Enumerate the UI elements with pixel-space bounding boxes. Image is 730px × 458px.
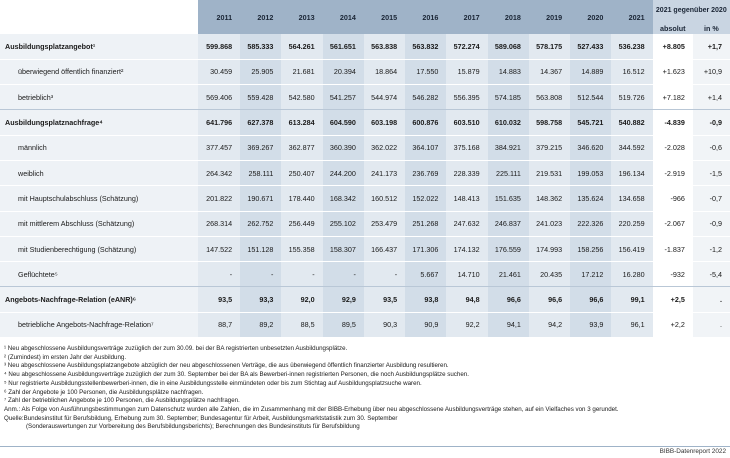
change-percent-cell: -1,5 <box>693 160 730 185</box>
footnotes <box>4 345 726 432</box>
value-cell: 222.326 <box>570 211 611 236</box>
value-cell: 16.280 <box>611 262 652 287</box>
value-cell: 93,9 <box>570 312 611 337</box>
value-cell: 578.175 <box>529 34 570 59</box>
value-cell: 219.531 <box>529 160 570 185</box>
value-cell: 256.449 <box>281 211 322 236</box>
value-cell: 156.419 <box>611 236 652 261</box>
table-row <box>0 211 730 236</box>
change-absolute-cell: +1.623 <box>653 59 693 84</box>
value-cell: 241.023 <box>529 211 570 236</box>
value-cell: 5.667 <box>405 262 446 287</box>
value-cell: 545.721 <box>570 110 611 135</box>
value-cell: 253.479 <box>364 211 405 236</box>
value-cell: 599.868 <box>198 34 240 59</box>
value-cell: 166.437 <box>364 236 405 261</box>
year-header: 2013 <box>281 0 322 34</box>
value-cell: 168.342 <box>323 186 364 211</box>
value-cell: 542.580 <box>281 85 322 110</box>
value-cell: 151.128 <box>240 236 281 261</box>
value-cell: 364.107 <box>405 135 446 160</box>
change-percent-cell: +1,4 <box>693 85 730 110</box>
table-row <box>0 110 730 135</box>
value-cell: 559.428 <box>240 85 281 110</box>
change-percent-cell: -1,2 <box>693 236 730 261</box>
footnote: ² (Zumindest) im ersten Jahr der Ausbildung. <box>4 353 127 361</box>
value-cell: 360.390 <box>323 135 364 160</box>
value-cell: 96,6 <box>570 287 611 312</box>
value-cell: 147.522 <box>198 236 240 261</box>
source: Quelle:Bundesinstitut für Berufsbildung, Erhebung zum 30. September; Bundesagentur für Arbeit, Ausbildungsmarktstatistik zum 30. September <box>4 414 398 422</box>
value-cell: 228.339 <box>446 160 487 185</box>
row-label: mit mittlerem Abschluss (Schätzung) <box>0 211 198 236</box>
year-header: 2020 <box>570 0 611 34</box>
value-cell: 89,5 <box>323 312 364 337</box>
value-cell: 148.362 <box>529 186 570 211</box>
year-header: 2011 <box>198 0 240 34</box>
year-header: 2019 <box>529 0 570 34</box>
change-absolute-cell: +2,5 <box>653 287 693 312</box>
value-cell: 627.378 <box>240 110 281 135</box>
row-label: Geflüchtete⁵ <box>0 262 198 287</box>
value-cell: 556.395 <box>446 85 487 110</box>
change-percent-cell: -0,6 <box>693 135 730 160</box>
value-cell: 158.307 <box>323 236 364 261</box>
value-cell: 96,1 <box>611 312 652 337</box>
change-percent-cell: -0,9 <box>693 211 730 236</box>
value-cell: 362.877 <box>281 135 322 160</box>
value-cell: 603.198 <box>364 110 405 135</box>
table-row <box>0 262 730 287</box>
change-percent-cell: +10,9 <box>693 59 730 84</box>
change-absolute-cell: -4.839 <box>653 110 693 135</box>
value-cell: 93,5 <box>198 287 240 312</box>
year-header: 2015 <box>364 0 405 34</box>
value-cell: 18.864 <box>364 59 405 84</box>
value-cell: 21.681 <box>281 59 322 84</box>
change-absolute-cell: -2.028 <box>653 135 693 160</box>
value-cell: 174.132 <box>446 236 487 261</box>
value-cell: - <box>198 262 240 287</box>
row-label: Ausbildungsplatznachfrage⁴ <box>0 110 198 135</box>
value-cell: 148.413 <box>446 186 487 211</box>
value-cell: 93,8 <box>405 287 446 312</box>
value-cell: 88,5 <box>281 312 322 337</box>
change-absolute-cell: -932 <box>653 262 693 287</box>
value-cell: 15.879 <box>446 59 487 84</box>
value-cell: 151.635 <box>488 186 529 211</box>
value-cell: 17.212 <box>570 262 611 287</box>
value-cell: 641.796 <box>198 110 240 135</box>
value-cell: 613.284 <box>281 110 322 135</box>
value-cell: 346.620 <box>570 135 611 160</box>
value-cell: 603.510 <box>446 110 487 135</box>
row-label: betriebliche Angebots-Nachfrage-Relation⁷ <box>0 312 198 337</box>
row-label: überwiegend öffentlich finanziert² <box>0 59 198 84</box>
value-cell: - <box>364 262 405 287</box>
change-absolute-cell: +7.182 <box>653 85 693 110</box>
value-cell: 544.974 <box>364 85 405 110</box>
value-cell: 96,6 <box>529 287 570 312</box>
value-cell: 598.758 <box>529 110 570 135</box>
value-cell: 90,3 <box>364 312 405 337</box>
year-header: 2014 <box>323 0 364 34</box>
value-cell: 14.710 <box>446 262 487 287</box>
value-cell: 589.068 <box>488 34 529 59</box>
value-cell: 14.889 <box>570 59 611 84</box>
value-cell: 220.259 <box>611 211 652 236</box>
value-cell: 190.671 <box>240 186 281 211</box>
value-cell: 96,6 <box>488 287 529 312</box>
row-label: mit Hauptschulabschluss (Schätzung) <box>0 186 198 211</box>
table-row <box>0 85 730 110</box>
change-absolute-cell: +8.805 <box>653 34 693 59</box>
footnote: ³ Neu abgeschlossene Ausbildungsplatzangebote abzüglich der neu abgeschlossenen Verträge, die aus überwiegend öffentlich finanzierter Ausbildung resultieren. <box>4 362 449 370</box>
value-cell: 236.769 <box>405 160 446 185</box>
value-cell: 250.407 <box>281 160 322 185</box>
value-cell: 255.102 <box>323 211 364 236</box>
change-absolute-header: absolut <box>653 22 693 34</box>
value-cell: 379.215 <box>529 135 570 160</box>
year-header: 2012 <box>240 0 281 34</box>
value-cell: 16.512 <box>611 59 652 84</box>
value-cell: 134.658 <box>611 186 652 211</box>
value-cell: 344.592 <box>611 135 652 160</box>
row-label: weiblich <box>0 160 198 185</box>
change-percent-cell: . <box>693 287 730 312</box>
value-cell: 158.256 <box>570 236 611 261</box>
value-cell: 610.032 <box>488 110 529 135</box>
value-cell: 564.261 <box>281 34 322 59</box>
row-label: Angebots-Nachfrage-Relation (eANR)⁶ <box>0 287 198 312</box>
value-cell: 247.632 <box>446 211 487 236</box>
value-cell: 604.590 <box>323 110 364 135</box>
value-cell: 585.333 <box>240 34 281 59</box>
value-cell: 99,1 <box>611 287 652 312</box>
value-cell: 135.624 <box>570 186 611 211</box>
value-cell: 268.314 <box>198 211 240 236</box>
table-row <box>0 312 730 337</box>
year-header: 2018 <box>488 0 529 34</box>
change-absolute-cell: +2,2 <box>653 312 693 337</box>
value-cell: 201.822 <box>198 186 240 211</box>
row-label: mit Studienberechtigung (Schätzung) <box>0 236 198 261</box>
footnote: ⁷ Zahl der betrieblichen Angebote je 100 Personen, die Ausbildungsplätze nachfragen. <box>4 397 240 405</box>
value-cell: 199.053 <box>570 160 611 185</box>
table-row <box>0 135 730 160</box>
value-cell: 176.559 <box>488 236 529 261</box>
value-cell: 244.200 <box>323 160 364 185</box>
value-cell: 258.111 <box>240 160 281 185</box>
table-row <box>0 287 730 312</box>
footnote: ⁶ Zahl der Angebote je 100 Personen, die Ausbildungsplätze nachfragen. <box>4 388 204 396</box>
change-percent-cell: +1,7 <box>693 34 730 59</box>
value-cell: 89,2 <box>240 312 281 337</box>
value-cell: - <box>323 262 364 287</box>
table-row <box>0 160 730 185</box>
value-cell: 94,1 <box>488 312 529 337</box>
year-header: 2016 <box>405 0 446 34</box>
table-row <box>0 59 730 84</box>
value-cell: 561.651 <box>323 34 364 59</box>
row-label: Ausbildungsplatzangebot¹ <box>0 34 198 59</box>
change-absolute-cell: -966 <box>653 186 693 211</box>
footnote: ¹ Neu abgeschlossene Ausbildungsverträge zuzüglich der zum 30.09. bei der BA registrierten unbesetzten Ausbildungsplätze. <box>4 345 348 352</box>
value-cell: 174.993 <box>529 236 570 261</box>
value-cell: 600.876 <box>405 110 446 135</box>
value-cell: 92,2 <box>446 312 487 337</box>
value-cell: 160.512 <box>364 186 405 211</box>
value-cell: 369.267 <box>240 135 281 160</box>
value-cell: 21.461 <box>488 262 529 287</box>
value-cell: 540.882 <box>611 110 652 135</box>
brand-label: BIBB-Datenreport 2022 <box>659 448 726 455</box>
value-cell: 384.921 <box>488 135 529 160</box>
year-header: 2021 <box>611 0 652 34</box>
value-cell: 362.022 <box>364 135 405 160</box>
table-row <box>0 34 730 59</box>
value-cell: 171.306 <box>405 236 446 261</box>
value-cell: 94,8 <box>446 287 487 312</box>
value-cell: 225.111 <box>488 160 529 185</box>
value-cell: 572.274 <box>446 34 487 59</box>
change-absolute-cell: -2.919 <box>653 160 693 185</box>
value-cell: 563.838 <box>364 34 405 59</box>
value-cell: 241.173 <box>364 160 405 185</box>
value-cell: - <box>240 262 281 287</box>
value-cell: 88,7 <box>198 312 240 337</box>
value-cell: 512.544 <box>570 85 611 110</box>
value-cell: 519.726 <box>611 85 652 110</box>
value-cell: 17.550 <box>405 59 446 84</box>
value-cell: 563.832 <box>405 34 446 59</box>
value-cell: 541.257 <box>323 85 364 110</box>
value-cell: 536.238 <box>611 34 652 59</box>
value-cell: 196.134 <box>611 160 652 185</box>
row-label: männlich <box>0 135 198 160</box>
value-cell: 90,9 <box>405 312 446 337</box>
value-cell: - <box>281 262 322 287</box>
row-label: betrieblich³ <box>0 85 198 110</box>
change-absolute-cell: -2.067 <box>653 211 693 236</box>
change-percent-cell: -0,7 <box>693 186 730 211</box>
value-cell: 574.185 <box>488 85 529 110</box>
value-cell: 375.168 <box>446 135 487 160</box>
value-cell: 546.282 <box>405 85 446 110</box>
value-cell: 527.433 <box>570 34 611 59</box>
change-percent-cell: . <box>693 312 730 337</box>
value-cell: 377.457 <box>198 135 240 160</box>
value-cell: 246.837 <box>488 211 529 236</box>
value-cell: 92,0 <box>281 287 322 312</box>
change-absolute-cell: -1.837 <box>653 236 693 261</box>
footnote: ⁴ Neu abgeschlossene Ausbildungsverträge zuzüglich der zum 30. September bei der BA als Bewerberi-innen registrierten Personen, die noch Ausbildungsplätze suchen. <box>4 371 469 379</box>
change-percent-cell: -5,4 <box>693 262 730 287</box>
change-percent-cell: -0,9 <box>693 110 730 135</box>
value-cell: 93,5 <box>364 287 405 312</box>
value-cell: 30.459 <box>198 59 240 84</box>
value-cell: 262.752 <box>240 211 281 236</box>
header-blank <box>0 0 198 34</box>
remark: Anm.: Als Folge von Ausführungsbestimmungen zum Datenschutz wurden alle Zahlen, die im Zusammenhang mit der BIBB-Erhebung über neu abgeschlossene Ausbildungsverträge stehen, auf ein Vielfaches von 3 gerundet. <box>4 405 619 413</box>
table-row <box>0 186 730 211</box>
footer-rule <box>0 446 730 447</box>
change-header: 2021 gegenüber 2020 <box>653 0 730 22</box>
value-cell: 155.358 <box>281 236 322 261</box>
value-cell: 20.394 <box>323 59 364 84</box>
source-continued: (Sonderauswertungen zur Vorbereitung des Berufsbildungsberichts); Berechnungen des Bundesinstituts für Berufsbildung <box>26 423 360 431</box>
value-cell: 264.342 <box>198 160 240 185</box>
value-cell: 94,2 <box>529 312 570 337</box>
value-cell: 152.022 <box>405 186 446 211</box>
footnote: ⁵ Nur registrierte Ausbildungsstellenbewerberi-innen, die in eine Ausbildungsstelle einmündeten oder bis zum Stichtag auf Ausbildungsplatzsuche waren. <box>4 379 422 387</box>
value-cell: 251.268 <box>405 211 446 236</box>
table-row <box>0 236 730 261</box>
value-cell: 563.808 <box>529 85 570 110</box>
value-cell: 93,3 <box>240 287 281 312</box>
year-header: 2017 <box>446 0 487 34</box>
value-cell: 178.440 <box>281 186 322 211</box>
value-cell: 25.905 <box>240 59 281 84</box>
value-cell: 14.883 <box>488 59 529 84</box>
value-cell: 14.367 <box>529 59 570 84</box>
change-percent-header: in % <box>693 22 730 34</box>
value-cell: 569.406 <box>198 85 240 110</box>
value-cell: 92,9 <box>323 287 364 312</box>
value-cell: 20.435 <box>529 262 570 287</box>
